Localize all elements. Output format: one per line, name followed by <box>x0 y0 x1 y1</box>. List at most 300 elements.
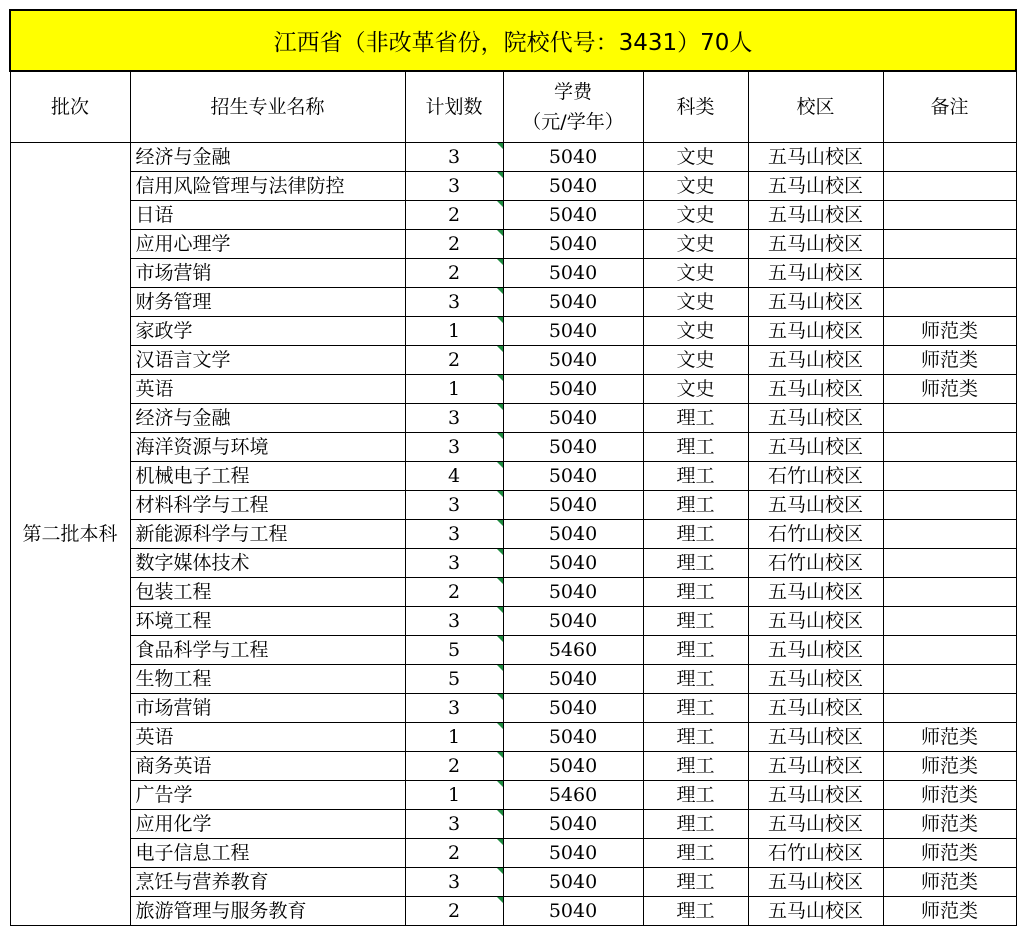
plan-cell <box>405 259 503 288</box>
category-cell <box>643 839 748 868</box>
note-cell-text: 师范类 <box>920 900 978 922</box>
table-row <box>10 172 1016 201</box>
table-row <box>10 433 1016 462</box>
major-cell <box>130 607 405 636</box>
note-cell-text: 师范类 <box>920 813 978 835</box>
plan-cell <box>405 549 503 578</box>
plan-cell <box>405 520 503 549</box>
campus-cell <box>748 172 883 201</box>
category-cell <box>643 462 748 491</box>
plan-cell-text: 3 <box>447 610 461 632</box>
campus-cell <box>748 839 883 868</box>
note-cell <box>883 897 1016 926</box>
cell-marker-icon <box>497 723 503 729</box>
note-cell <box>883 462 1016 491</box>
campus-cell-text: 五马山校区 <box>767 262 863 284</box>
campus-cell-text: 五马山校区 <box>767 581 863 603</box>
campus-cell-text: 五马山校区 <box>767 494 863 516</box>
note-cell <box>883 520 1016 549</box>
campus-cell <box>748 317 883 346</box>
fee-cell <box>503 723 643 752</box>
major-cell-text: 应用化学 <box>135 813 212 835</box>
campus-cell <box>748 868 883 897</box>
note-cell-text: 师范类 <box>920 871 978 893</box>
campus-cell <box>748 404 883 433</box>
major-cell <box>130 404 405 433</box>
major-cell-text: 经济与金融 <box>135 146 231 168</box>
category-cell-text: 理工 <box>676 726 715 748</box>
campus-cell <box>748 259 883 288</box>
major-cell-text: 市场营销 <box>135 697 212 719</box>
plan-cell-text: 2 <box>447 262 461 284</box>
cell-marker-icon <box>497 346 503 352</box>
plan-cell <box>405 607 503 636</box>
campus-cell-text: 五马山校区 <box>767 407 863 429</box>
plan-cell-text: 2 <box>447 204 461 226</box>
campus-cell <box>748 143 883 172</box>
plan-cell-text: 3 <box>447 146 461 168</box>
plan-cell <box>405 346 503 375</box>
batch-cell: 第二批本科 <box>10 143 130 926</box>
note-cell <box>883 665 1016 694</box>
major-cell <box>130 636 405 665</box>
cell-marker-icon <box>497 549 503 555</box>
admission-plan-table <box>9 9 1017 926</box>
fee-cell <box>503 375 643 404</box>
fee-cell <box>503 636 643 665</box>
campus-cell-text: 五马山校区 <box>767 436 863 458</box>
plan-cell-text: 3 <box>447 697 461 719</box>
plan-cell <box>405 665 503 694</box>
table-row <box>10 143 1016 172</box>
fee-cell <box>503 520 643 549</box>
campus-cell-text: 五马山校区 <box>767 204 863 226</box>
major-cell <box>130 694 405 723</box>
header-fee-line1: 学费 <box>553 81 592 103</box>
category-cell <box>643 491 748 520</box>
note-cell <box>883 288 1016 317</box>
campus-cell-text: 五马山校区 <box>767 668 863 690</box>
note-cell <box>883 752 1016 781</box>
campus-cell <box>748 665 883 694</box>
category-cell <box>643 810 748 839</box>
header-category: 科类 <box>643 71 748 143</box>
campus-cell <box>748 578 883 607</box>
cell-marker-icon <box>497 578 503 584</box>
major-cell <box>130 578 405 607</box>
plan-cell-text: 4 <box>447 465 461 487</box>
fee-cell <box>503 317 643 346</box>
fee-cell <box>503 607 643 636</box>
plan-cell <box>405 143 503 172</box>
major-cell-text: 食品科学与工程 <box>135 639 269 661</box>
category-cell <box>643 346 748 375</box>
note-cell <box>883 868 1016 897</box>
category-cell <box>643 230 748 259</box>
campus-cell-text: 五马山校区 <box>767 726 863 748</box>
plan-cell-text: 3 <box>447 291 461 313</box>
plan-cell-text: 5 <box>447 668 461 690</box>
major-cell <box>130 491 405 520</box>
table-row <box>10 752 1016 781</box>
major-cell <box>130 549 405 578</box>
table-row <box>10 665 1016 694</box>
fee-cell-text: 5040 <box>548 697 598 719</box>
fee-cell-text: 5040 <box>548 581 598 603</box>
category-cell-text: 理工 <box>676 842 715 864</box>
major-cell-text: 日语 <box>135 204 174 226</box>
fee-cell-text: 5040 <box>548 465 598 487</box>
cell-marker-icon <box>497 839 503 845</box>
fee-cell <box>503 433 643 462</box>
major-cell-text: 环境工程 <box>135 610 212 632</box>
campus-cell <box>748 723 883 752</box>
header-campus: 校区 <box>748 71 883 143</box>
category-cell <box>643 172 748 201</box>
note-cell <box>883 491 1016 520</box>
plan-cell <box>405 694 503 723</box>
fee-cell-text: 5040 <box>548 436 598 458</box>
cell-marker-icon <box>497 752 503 758</box>
major-cell <box>130 317 405 346</box>
cell-marker-icon <box>497 433 503 439</box>
plan-cell <box>405 230 503 259</box>
campus-cell-text: 五马山校区 <box>767 610 863 632</box>
cell-marker-icon <box>497 172 503 178</box>
major-cell <box>130 752 405 781</box>
campus-cell-text: 石竹山校区 <box>767 523 863 545</box>
note-cell <box>883 230 1016 259</box>
fee-cell <box>503 781 643 810</box>
category-cell <box>643 433 748 462</box>
table-row <box>10 636 1016 665</box>
cell-marker-icon <box>497 868 503 874</box>
category-cell-text: 理工 <box>676 639 715 661</box>
category-cell <box>643 607 748 636</box>
campus-cell-text: 五马山校区 <box>767 813 863 835</box>
cell-marker-icon <box>497 375 503 381</box>
fee-cell-text: 5040 <box>548 378 598 400</box>
fee-cell <box>503 665 643 694</box>
campus-cell-text: 石竹山校区 <box>767 552 863 574</box>
campus-cell-text: 五马山校区 <box>767 291 863 313</box>
fee-cell <box>503 259 643 288</box>
plan-cell <box>405 897 503 926</box>
category-cell <box>643 897 748 926</box>
major-cell-text: 商务英语 <box>135 755 212 777</box>
campus-cell-text: 五马山校区 <box>767 784 863 806</box>
campus-cell <box>748 433 883 462</box>
table-row <box>10 375 1016 404</box>
campus-cell-text: 五马山校区 <box>767 871 863 893</box>
major-cell <box>130 810 405 839</box>
category-cell-text: 理工 <box>676 755 715 777</box>
category-cell-text: 理工 <box>676 900 715 922</box>
fee-cell <box>503 346 643 375</box>
cell-marker-icon <box>497 259 503 265</box>
campus-cell <box>748 694 883 723</box>
category-cell-text: 文史 <box>676 378 715 400</box>
category-cell-text: 理工 <box>676 436 715 458</box>
cell-marker-icon <box>497 143 503 149</box>
header-note: 备注 <box>883 71 1016 143</box>
table-row <box>10 520 1016 549</box>
plan-cell-text: 3 <box>447 552 461 574</box>
fee-cell-text: 5040 <box>548 842 598 864</box>
campus-cell-text: 五马山校区 <box>767 755 863 777</box>
fee-cell-text: 5040 <box>548 175 598 197</box>
note-cell <box>883 549 1016 578</box>
major-cell <box>130 433 405 462</box>
plan-cell-text: 3 <box>447 436 461 458</box>
category-cell-text: 理工 <box>676 784 715 806</box>
plan-cell-text: 2 <box>447 581 461 603</box>
note-cell <box>883 346 1016 375</box>
plan-cell-text: 3 <box>447 407 461 429</box>
campus-cell-text: 五马山校区 <box>767 378 863 400</box>
major-cell-text: 旅游管理与服务教育 <box>135 900 307 922</box>
major-cell-text: 包装工程 <box>135 581 212 603</box>
major-cell <box>130 781 405 810</box>
note-cell <box>883 317 1016 346</box>
table-row <box>10 491 1016 520</box>
major-cell-text: 电子信息工程 <box>135 842 250 864</box>
table-row <box>10 723 1016 752</box>
cell-marker-icon <box>497 607 503 613</box>
major-cell-text: 英语 <box>135 726 174 748</box>
major-cell <box>130 520 405 549</box>
header-fee <box>503 71 643 143</box>
campus-cell <box>748 781 883 810</box>
category-cell <box>643 723 748 752</box>
category-cell <box>643 665 748 694</box>
header-batch: 批次 <box>10 71 130 143</box>
campus-cell <box>748 607 883 636</box>
note-cell <box>883 723 1016 752</box>
fee-cell <box>503 694 643 723</box>
fee-cell-text: 5040 <box>548 407 598 429</box>
fee-cell <box>503 230 643 259</box>
table-row <box>10 781 1016 810</box>
fee-cell <box>503 810 643 839</box>
major-cell <box>130 288 405 317</box>
major-cell <box>130 839 405 868</box>
plan-cell-text: 2 <box>447 233 461 255</box>
category-cell-text: 理工 <box>676 668 715 690</box>
major-cell <box>130 259 405 288</box>
campus-cell <box>748 752 883 781</box>
major-cell-text: 机械电子工程 <box>135 465 250 487</box>
category-cell-text: 文史 <box>676 349 715 371</box>
campus-cell-text: 五马山校区 <box>767 900 863 922</box>
category-cell-text: 文史 <box>676 320 715 342</box>
plan-cell-text: 2 <box>447 755 461 777</box>
category-cell-text: 理工 <box>676 523 715 545</box>
campus-cell-text: 五马山校区 <box>767 146 863 168</box>
major-cell-text: 经济与金融 <box>135 407 231 429</box>
table-row <box>10 288 1016 317</box>
table-row <box>10 404 1016 433</box>
category-cell-text: 理工 <box>676 407 715 429</box>
plan-cell <box>405 288 503 317</box>
category-cell <box>643 259 748 288</box>
plan-cell <box>405 578 503 607</box>
category-cell <box>643 288 748 317</box>
title-row <box>10 10 1016 71</box>
fee-cell <box>503 578 643 607</box>
header-fee-line2: （元/学年） <box>522 111 624 133</box>
campus-cell-text: 五马山校区 <box>767 175 863 197</box>
plan-cell-text: 1 <box>447 378 461 400</box>
fee-cell-text: 5040 <box>548 552 598 574</box>
note-cell-text: 师范类 <box>920 842 978 864</box>
plan-cell-text: 1 <box>447 784 461 806</box>
cell-marker-icon <box>497 781 503 787</box>
plan-cell-text: 3 <box>447 494 461 516</box>
table-row <box>10 694 1016 723</box>
category-cell <box>643 578 748 607</box>
admission-plan-sheet <box>9 9 1015 926</box>
table-row <box>10 578 1016 607</box>
cell-marker-icon <box>497 897 503 903</box>
category-cell-text: 理工 <box>676 494 715 516</box>
plan-cell <box>405 636 503 665</box>
major-cell-text: 海洋资源与环境 <box>135 436 269 458</box>
fee-cell <box>503 288 643 317</box>
fee-cell-text: 5460 <box>548 784 598 806</box>
table-row <box>10 549 1016 578</box>
table-row <box>10 317 1016 346</box>
cell-marker-icon <box>497 317 503 323</box>
plan-cell <box>405 462 503 491</box>
major-cell-text: 广告学 <box>135 784 193 806</box>
fee-cell-text: 5040 <box>548 726 598 748</box>
cell-marker-icon <box>497 462 503 468</box>
fee-cell-text: 5040 <box>548 291 598 313</box>
plan-cell <box>405 839 503 868</box>
campus-cell-text: 五马山校区 <box>767 349 863 371</box>
plan-cell <box>405 375 503 404</box>
note-cell-text: 师范类 <box>920 378 978 400</box>
fee-cell-text: 5040 <box>548 813 598 835</box>
fee-cell-text: 5460 <box>548 639 598 661</box>
category-cell <box>643 868 748 897</box>
cell-marker-icon <box>497 810 503 816</box>
major-cell-text: 生物工程 <box>135 668 212 690</box>
major-cell <box>130 143 405 172</box>
note-cell <box>883 172 1016 201</box>
major-cell <box>130 665 405 694</box>
category-cell <box>643 143 748 172</box>
major-cell <box>130 172 405 201</box>
campus-cell <box>748 462 883 491</box>
plan-cell <box>405 172 503 201</box>
fee-cell <box>503 752 643 781</box>
fee-cell <box>503 143 643 172</box>
note-cell <box>883 839 1016 868</box>
note-cell <box>883 259 1016 288</box>
plan-cell <box>405 752 503 781</box>
cell-marker-icon <box>497 665 503 671</box>
category-cell-text: 文史 <box>676 175 715 197</box>
major-cell <box>130 230 405 259</box>
plan-cell-text: 5 <box>447 639 461 661</box>
fee-cell-text: 5040 <box>548 320 598 342</box>
fee-cell-text: 5040 <box>548 900 598 922</box>
fee-cell-text: 5040 <box>548 349 598 371</box>
fee-cell <box>503 549 643 578</box>
major-cell-text: 英语 <box>135 378 174 400</box>
table-row <box>10 839 1016 868</box>
plan-cell <box>405 781 503 810</box>
major-cell <box>130 462 405 491</box>
plan-cell-text: 1 <box>447 320 461 342</box>
campus-cell <box>748 375 883 404</box>
note-cell <box>883 404 1016 433</box>
table-row <box>10 462 1016 491</box>
fee-cell <box>503 201 643 230</box>
category-cell <box>643 404 748 433</box>
plan-cell <box>405 317 503 346</box>
category-cell-text: 理工 <box>676 871 715 893</box>
plan-cell-text: 2 <box>447 900 461 922</box>
campus-cell <box>748 549 883 578</box>
table-row <box>10 259 1016 288</box>
major-cell-text: 汉语言文学 <box>135 349 231 371</box>
header-row <box>10 71 1016 143</box>
note-cell-text: 师范类 <box>920 726 978 748</box>
table-row <box>10 230 1016 259</box>
fee-cell-text: 5040 <box>548 610 598 632</box>
plan-cell <box>405 201 503 230</box>
major-cell <box>130 375 405 404</box>
category-cell <box>643 317 748 346</box>
campus-cell-text: 石竹山校区 <box>767 842 863 864</box>
category-cell-text: 理工 <box>676 581 715 603</box>
category-cell <box>643 549 748 578</box>
category-cell <box>643 201 748 230</box>
plan-cell <box>405 810 503 839</box>
fee-cell-text: 5040 <box>548 262 598 284</box>
note-cell <box>883 201 1016 230</box>
category-cell-text: 文史 <box>676 204 715 226</box>
fee-cell-text: 5040 <box>548 668 598 690</box>
category-cell-text: 理工 <box>676 610 715 632</box>
plan-cell-text: 2 <box>447 349 461 371</box>
campus-cell <box>748 636 883 665</box>
table-row <box>10 868 1016 897</box>
header-major: 招生专业名称 <box>130 71 405 143</box>
cell-marker-icon <box>497 201 503 207</box>
campus-cell-text: 五马山校区 <box>767 639 863 661</box>
campus-cell <box>748 897 883 926</box>
major-cell-text: 应用心理学 <box>135 233 231 255</box>
category-cell <box>643 694 748 723</box>
fee-cell-text: 5040 <box>548 523 598 545</box>
table-row <box>10 607 1016 636</box>
campus-cell <box>748 230 883 259</box>
major-cell <box>130 897 405 926</box>
table-row <box>10 346 1016 375</box>
note-cell <box>883 578 1016 607</box>
major-cell <box>130 201 405 230</box>
fee-cell <box>503 491 643 520</box>
cell-marker-icon <box>497 491 503 497</box>
plan-cell <box>405 404 503 433</box>
major-cell-text: 数字媒体技术 <box>135 552 250 574</box>
cell-marker-icon <box>497 230 503 236</box>
category-cell-text: 文史 <box>676 291 715 313</box>
